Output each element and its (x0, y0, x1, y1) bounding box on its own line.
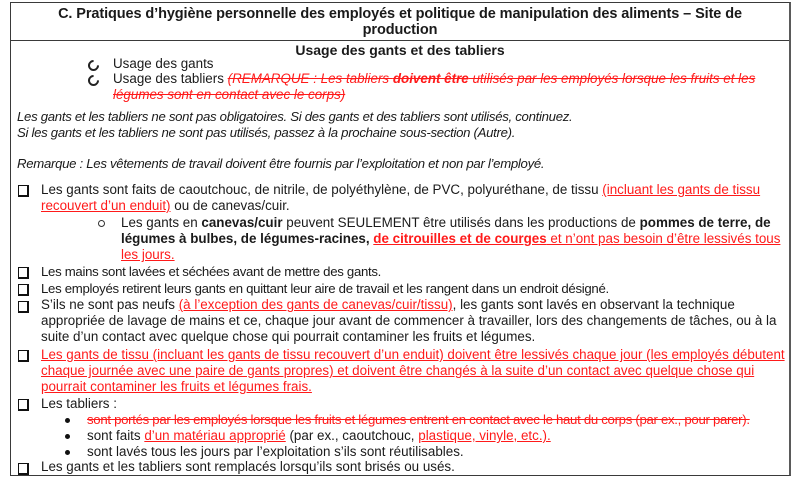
checkbox-item6[interactable] (18, 399, 29, 411)
item1-line1 (41, 182, 760, 198)
option-label-tabliers: Usage des tabliers (113, 71, 224, 86)
tabliers-remark (228, 71, 756, 86)
item6-label: Les tabliers : (41, 396, 117, 411)
bullet-icon (65, 418, 70, 423)
radio-usage-tabliers[interactable] (86, 73, 102, 89)
remark-text-b: utilisés par les employés lorsque les fruits et les (468, 71, 756, 86)
item7-text: Les gants et les tabliers sont remplacés lorsqu’ils sont brisés ou usés. (41, 459, 455, 474)
bullet2-text-b: (par ex., caoutchouc, (285, 428, 419, 443)
sub-text-b: peuvent SEULEMENT être utilisés dans les productions de (282, 215, 640, 230)
item1-line2 (41, 198, 290, 214)
checkbox-item1[interactable] (18, 185, 29, 197)
sub-bullet-icon (98, 220, 105, 227)
subsection-title: Usage des gants et des tabliers (295, 42, 505, 58)
item1-red: (incluant les gants de tissu (602, 182, 761, 197)
item4-text-b: , les gants sont lavés en observant la technique (452, 297, 735, 312)
sub-bold2: pommes de terre, de (639, 215, 771, 230)
sub-red-bold: de citrouilles et de courges (373, 231, 547, 246)
item1-red2: recouvert d’un enduit) (41, 198, 171, 213)
instructions-note: Remarque : Les vêtements de travail doivent être fournis par l’exploitation et non par l’employé. (17, 156, 545, 171)
item3-text: Les employés retirent leurs gants en quittant leur aire de travail et les rangent dans un endroit désigné. (41, 281, 609, 296)
section-title-line1: C. Pratiques d’hygiène personnelle des employés et politique de manipulation des aliments – Site de (58, 6, 742, 22)
option-usage-tabliers (113, 71, 755, 87)
sub-bold1: canevas/cuir (201, 215, 283, 230)
item4-text-a: S’ils ne sont pas neufs (41, 297, 179, 312)
bullet-icon (65, 434, 70, 439)
item1-sub-line3: les jours. (121, 247, 175, 262)
remark-bold: doivent être (392, 71, 469, 86)
checkbox-item2[interactable] (18, 267, 29, 279)
item1-sub-line1 (121, 215, 771, 231)
item4-line3: suite d’un contact avec quelque chose qui pourrait contaminer les fruits et légumes. (41, 329, 536, 344)
checkbox-item3[interactable] (18, 284, 29, 296)
instructions-line1: Les gants et les tabliers ne sont pas obligatoires. Si des gants et des tabliers sont utilisés, continuez. (17, 109, 573, 124)
item5-line3: pourrait contaminer les fruits et légumes frais. (41, 379, 312, 394)
apron-bullet2 (87, 428, 551, 444)
checkbox-item4[interactable] (18, 301, 29, 313)
item1-sub-line2 (121, 231, 780, 247)
item4-line1 (41, 297, 735, 313)
remark-text: (REMARQUE : Les tabliers (227, 71, 393, 86)
section-header (11, 3, 789, 41)
section-title-line2: production (362, 22, 438, 38)
instructions-line2: Si les gants et les tabliers ne sont pas utilisés, passez à la prochaine sous-section (Autre). (17, 125, 516, 140)
item4-red: (à l’exception des gants de canevas/cuir/tissu) (178, 297, 453, 312)
item1-text: Les gants sont faits de caoutchouc, de nitrile, de polyéthylène, de PVC, polyuréthane, de tissu (41, 182, 603, 197)
item4-line2: appropriée de lavage de mains et ce, chaque jour avant de commencer à travailler, lors des changements de tâches, ou à la (41, 313, 777, 328)
tabliers-remark-line2: légumes sont en contact avec le corps) (113, 87, 346, 102)
item2-text: Les mains sont lavées et séchées avant de mettre des gants. (41, 264, 382, 279)
item5-line1: Les gants de tissu (incluant les gants de tissu recouvert d’un enduit) doivent être lessivés chaque jour (les employés débutent (41, 347, 785, 362)
sub-red: et n’ont pas besoin d’être lessivés tous (546, 231, 781, 246)
item5-line2: chaque journée avec une paire de gants propres) et doivent être changés à la suite d’un contact avec quelque chose qui (41, 363, 755, 378)
option-label-gants: Usage des gants (113, 56, 214, 71)
apron-bullet3: sont lavés tous les jours par l’exploitation s’ils sont réutilisables. (87, 444, 464, 459)
checkbox-item7[interactable] (18, 463, 29, 475)
section-frame (10, 2, 791, 476)
radio-usage-gants[interactable] (86, 58, 102, 74)
sub-text-a: Les gants en (121, 215, 202, 230)
bullet2-red2: plastique, vinyle, etc.). (418, 428, 551, 443)
bullet2-text-a: sont faits (87, 428, 145, 443)
bullet-icon (65, 450, 70, 455)
sub-bold3: légumes à bulbes, de légumes-racines, (121, 231, 374, 246)
apron-bullet1: sont portés par les employés lorsque les fruits et légumes entrent en contact avec le haut du corps (par ex., pour parer). (87, 412, 750, 427)
bullet2-red: d’un matériau approprié (144, 428, 286, 443)
checkbox-item5[interactable] (18, 350, 29, 362)
item1-text-b: ou de canevas/cuir. (170, 198, 290, 213)
